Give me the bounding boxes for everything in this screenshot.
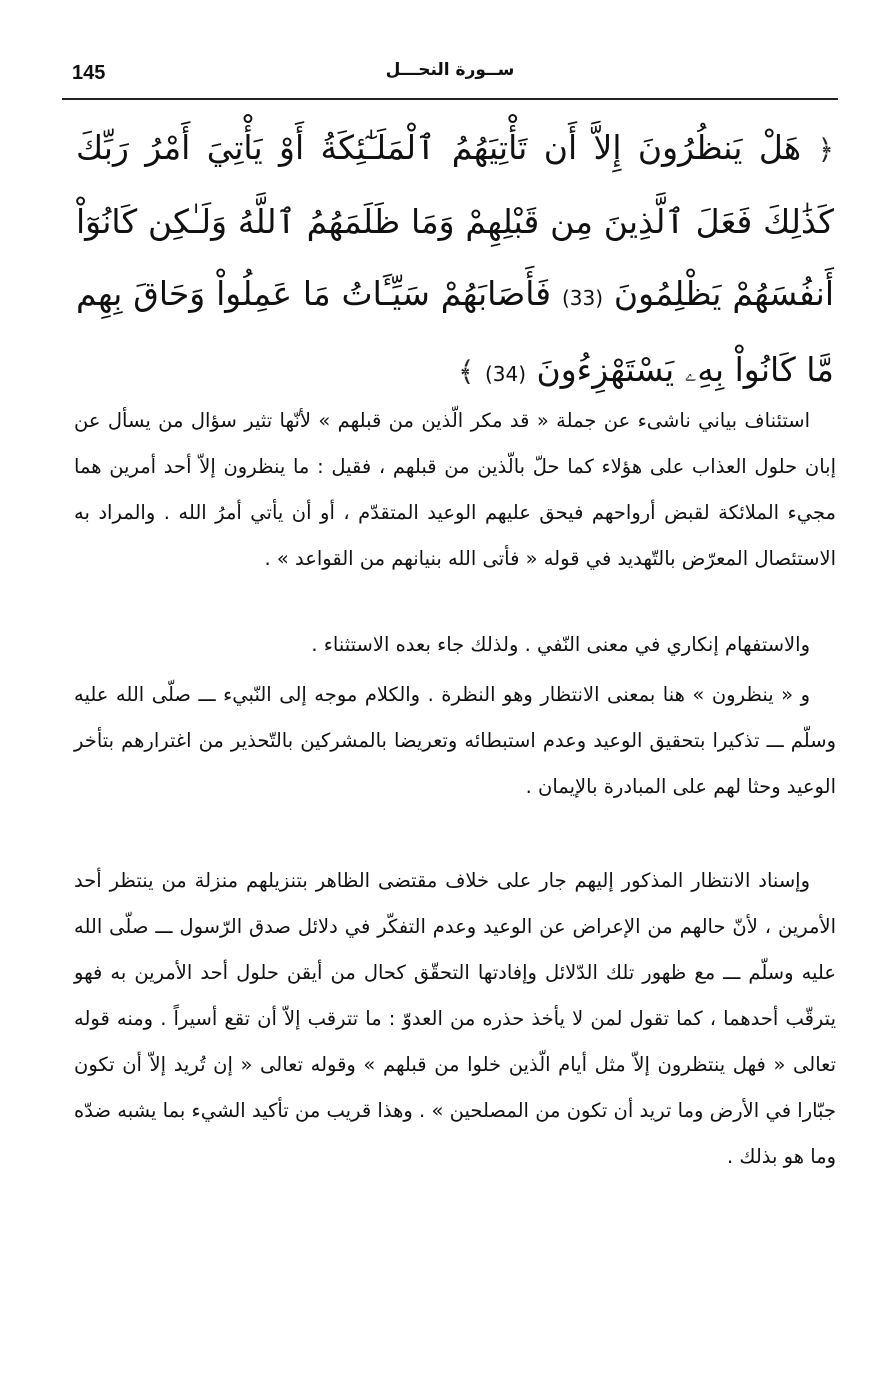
- commentary-block-2: [74, 622, 836, 668]
- commentary-block-1: [74, 398, 836, 582]
- commentary-paragraph-1: استئناف بياني ناشىء عن جملة « قد مكر الّذين من قبلهم » لأنّها تثير سؤال من يسأل عن إبان حلول العذاب على هؤلاء كما حلّ بالّذين من قبلهم ، فقيل : ما ينظرون إلاّ أحد أمرين هما مجيء الملائكة لقبض أرواحهم فيحق عليهم الوعيد المتقدّم ، أو أن يأتي أمرُ الله . والمراد به الاستئصال المعرّض بالتّهديد في قوله « فأتى الله بنيانهم من القواعد » .: [74, 409, 836, 570]
- commentary-paragraph-4: وإسناد الانتظار المذكور إليهم جار على خلاف مقتضى الظاهر بتنزيلهم منزلة من ينتظر أحد الأمرين ، لأنّ حالهم من الإعراض عن الوعيد وعدم التفكّر في دلائل صدق الرّسول ـــ صلّى الله عليه وسلّم ـــ مع ظهور تلك الدّلائل وإفادتها التحقّق كحال من أيقن حلول أحد الأمرين به فهو يترقّب أحدهما ، كما تقول لمن لا يأخذ حذره من العدوّ : ما تترقب إلاّ أن تقع أسيراً . ومنه قوله تعالى « فهل ينتظرون إلاّ مثل أيام الّذين خلوا من قبلهم » وقوله تعالى « إن تُريد إلاّ أن تكون جبّارا في الأرض وما تريد أن تكون من المصلحين » . وهذا قريب من تأكيد الشيء بما يشبه ضدّه وما هو بذلك .: [74, 869, 836, 1168]
- commentary-block-4: [74, 858, 836, 1180]
- verse-open-ornament: ﴿: [817, 133, 834, 166]
- verse-34-number: (34): [484, 362, 527, 386]
- commentary-block-3: [74, 672, 836, 810]
- surah-title: ســورة النحـــل: [385, 60, 515, 80]
- quran-verses: [76, 112, 834, 410]
- page-number: 145: [72, 62, 106, 84]
- page-header: [62, 58, 838, 100]
- commentary-paragraph-3: و « ينظرون » هنا بمعنى الانتظار وهو النظرة . والكلام موجه إلى النّبيء ـــ صلّى الله عليه وسلّم ـــ تذكيرا بتحقيق الوعيد وعدم استبطائه وتعريضا بالمشركين بالتّحذير من اغترارهم بتأخر الوعيد وحثا لهم على المبادرة بالإيمان .: [74, 683, 836, 798]
- commentary-paragraph-2: والاستفهام إنكاري في معنى النّفي . ولذلك جاء بعده الاستثناء .: [311, 633, 810, 656]
- verse-33-text: هَلْ يَنظُرُونَ إِلاَّ أَن تَأْتِيَهُمُ ٱلْمَلَـٰٓئِكَةُ أَوْ يَأْتِيَ أَمْرُ رَبِّكَ كَذَٰلِكَ فَعَلَ ٱلَّذِينَ مِن قَبْلِهِمْ وَمَا ظَلَمَهُمُ ٱللَّهُ وَلَـٰكِن كَانُوٓاْ أَنفُسَهُمْ يَظْلِمُونَ: [76, 128, 834, 313]
- header-divider: [62, 98, 838, 100]
- verse-34-text: فَأَصَابَهُمْ سَيِّـَٔاتُ مَا عَمِلُواْ وَحَاقَ بِهِم مَّا كَانُواْ بِهِۦ يَسْتَهْزِءُونَ: [76, 274, 834, 389]
- verse-33-number: (33): [561, 286, 604, 310]
- verse-close-ornament: ﴾: [458, 355, 475, 388]
